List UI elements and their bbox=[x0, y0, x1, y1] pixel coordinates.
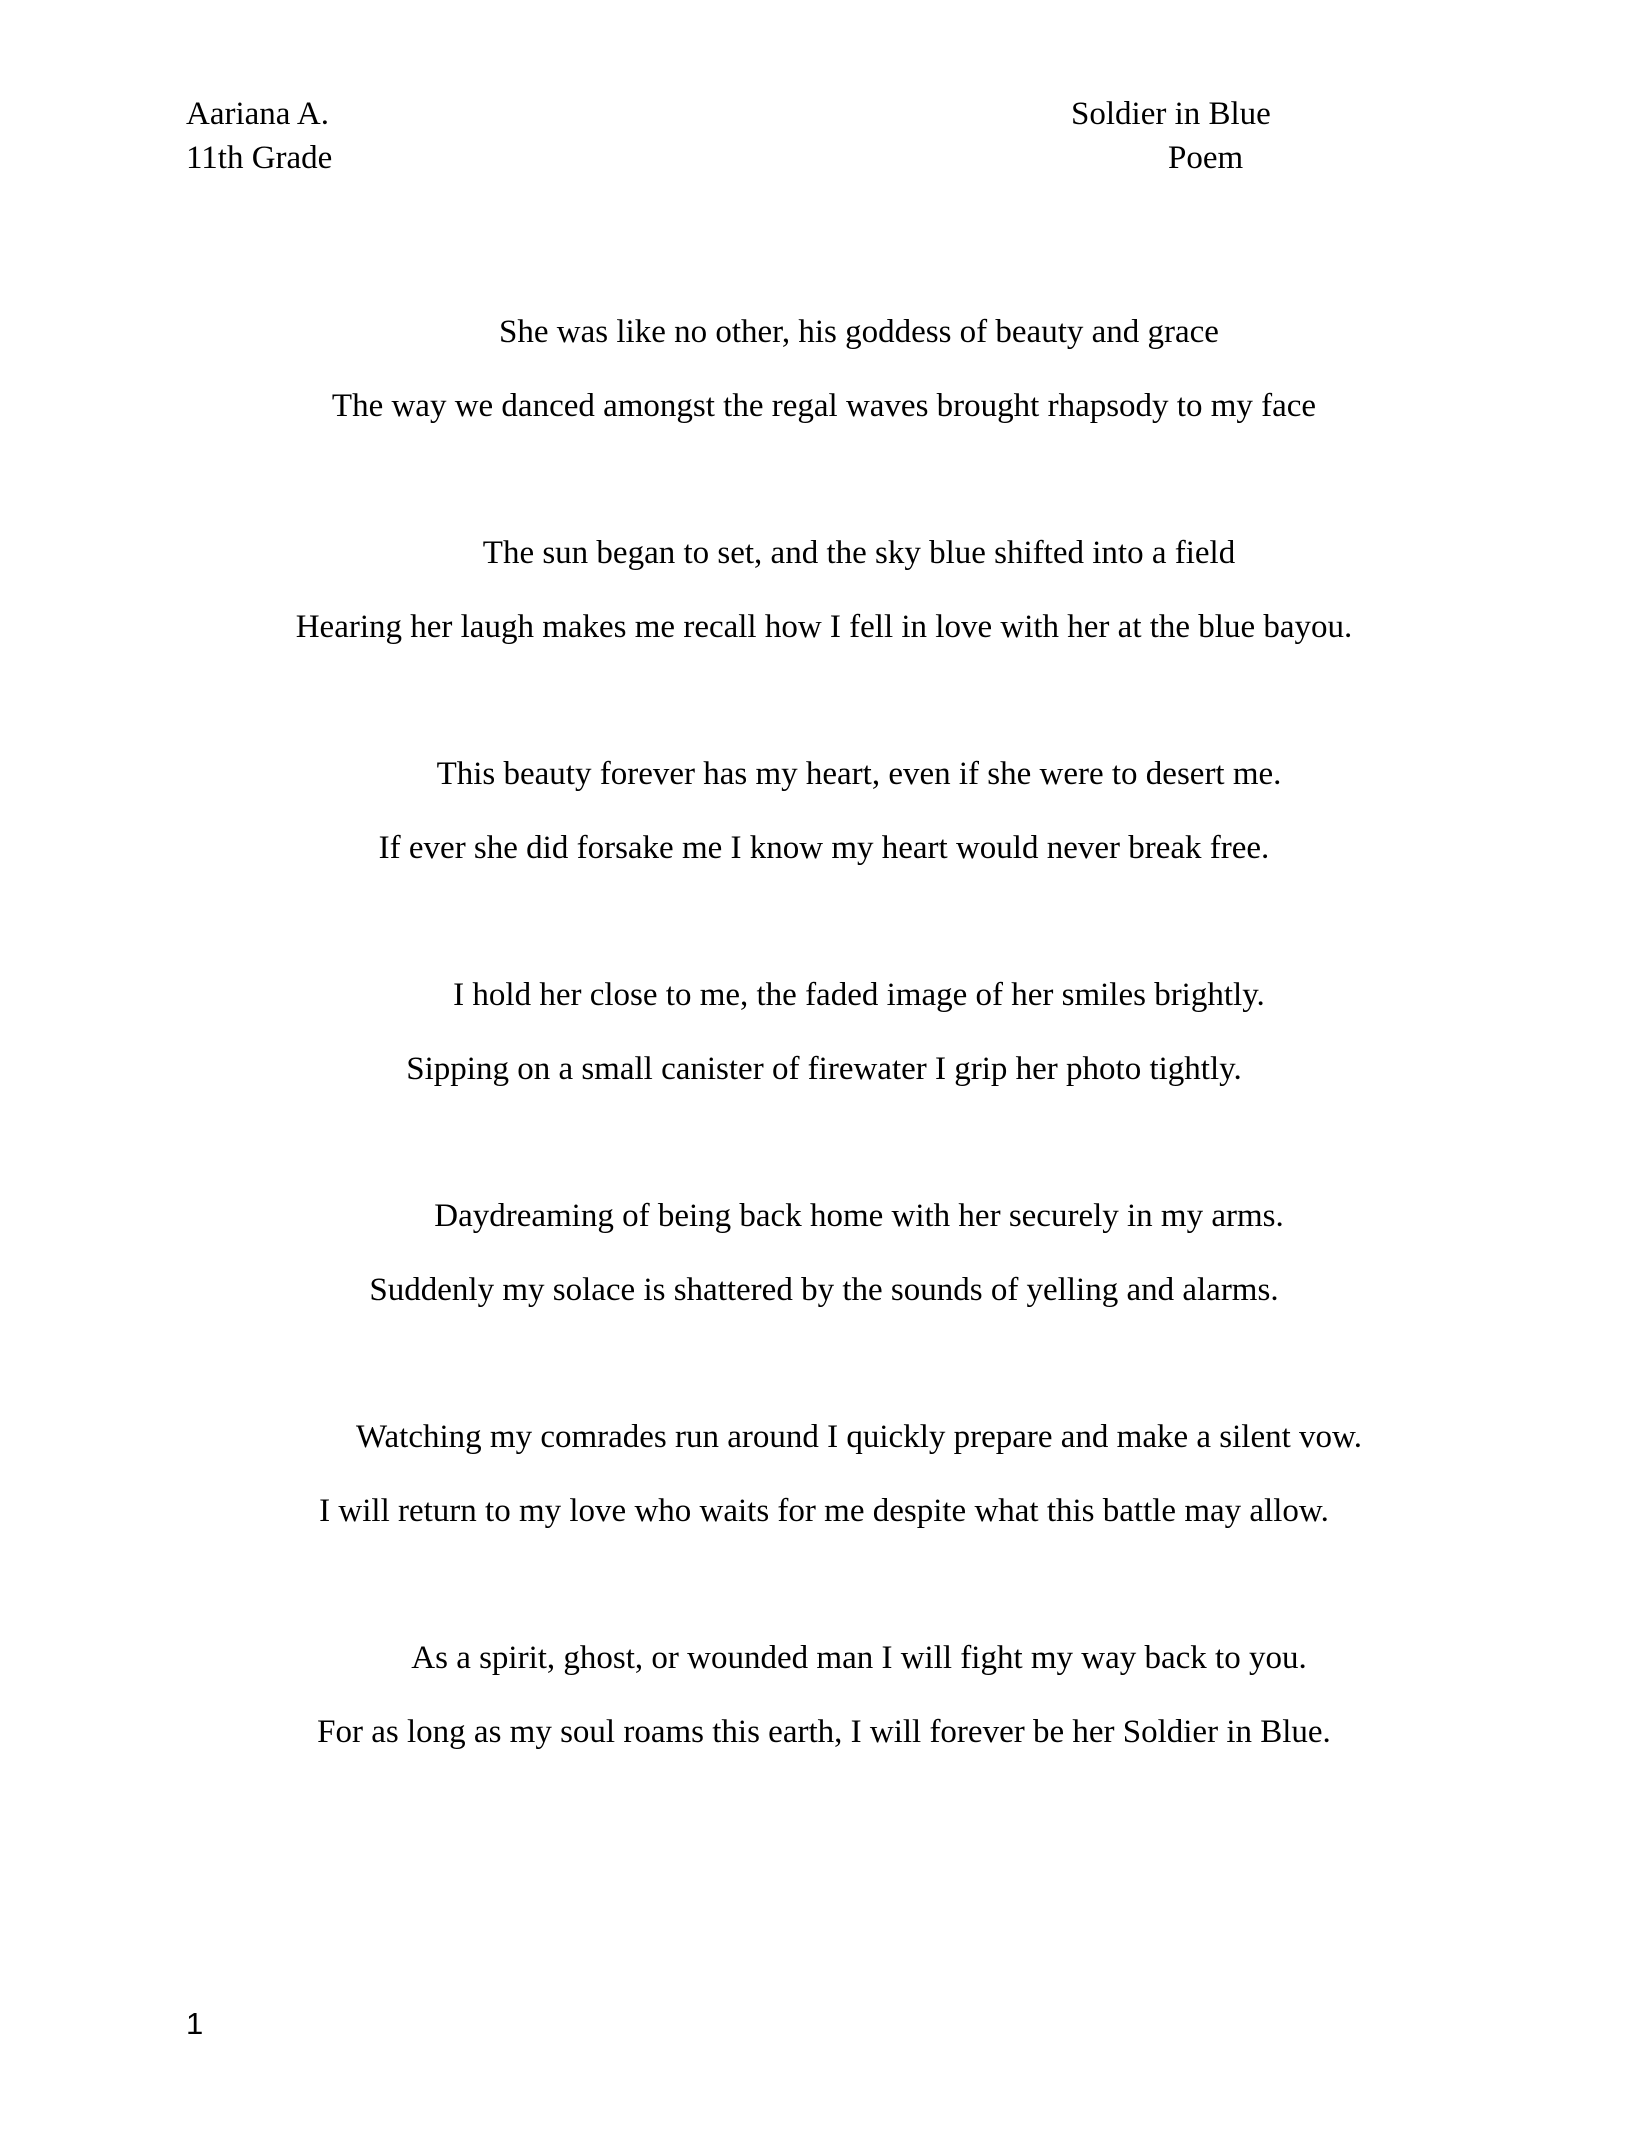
poem-line: I hold her close to me, the faded image of her smiles brightly. bbox=[453, 977, 1265, 1013]
poem-title: Soldier in Blue bbox=[1071, 96, 1271, 132]
poem-line: For as long as my soul roams this earth, I will forever be her Soldier in Blue. bbox=[317, 1714, 1331, 1750]
poem-line: The way we danced amongst the regal waves brought rhapsody to my face bbox=[331, 388, 1317, 424]
poem-line: As a spirit, ghost, or wounded man I will fight my way back to you. bbox=[411, 1640, 1307, 1676]
page-number: 1 bbox=[186, 2006, 204, 2041]
poem-line: I will return to my love who waits for me despite what this battle may allow. bbox=[319, 1493, 1329, 1529]
poem-line: Sipping on a small canister of firewater I grip her photo tightly. bbox=[406, 1051, 1242, 1087]
poem-line: This beauty forever has my heart, even if she were to desert me. bbox=[436, 756, 1282, 792]
grade-level: 11th Grade bbox=[186, 140, 333, 176]
poem-line: Watching my comrades run around I quickly prepare and make a silent vow. bbox=[356, 1419, 1362, 1455]
poem-line: Suddenly my solace is shattered by the sounds of yelling and alarms. bbox=[369, 1272, 1279, 1308]
author-name: Aariana A. bbox=[186, 96, 329, 132]
genre-label: Poem bbox=[1168, 140, 1244, 176]
poem-line: The sun began to set, and the sky blue shifted into a field bbox=[482, 535, 1236, 571]
poem-line: She was like no other, his goddess of beauty and grace bbox=[499, 314, 1219, 350]
poem-line: Daydreaming of being back home with her securely in my arms. bbox=[434, 1198, 1284, 1234]
poem-line: If ever she did forsake me I know my heart would never break free. bbox=[378, 830, 1270, 866]
poem-line: Hearing her laugh makes me recall how I fell in love with her at the blue bayou. bbox=[295, 609, 1353, 645]
